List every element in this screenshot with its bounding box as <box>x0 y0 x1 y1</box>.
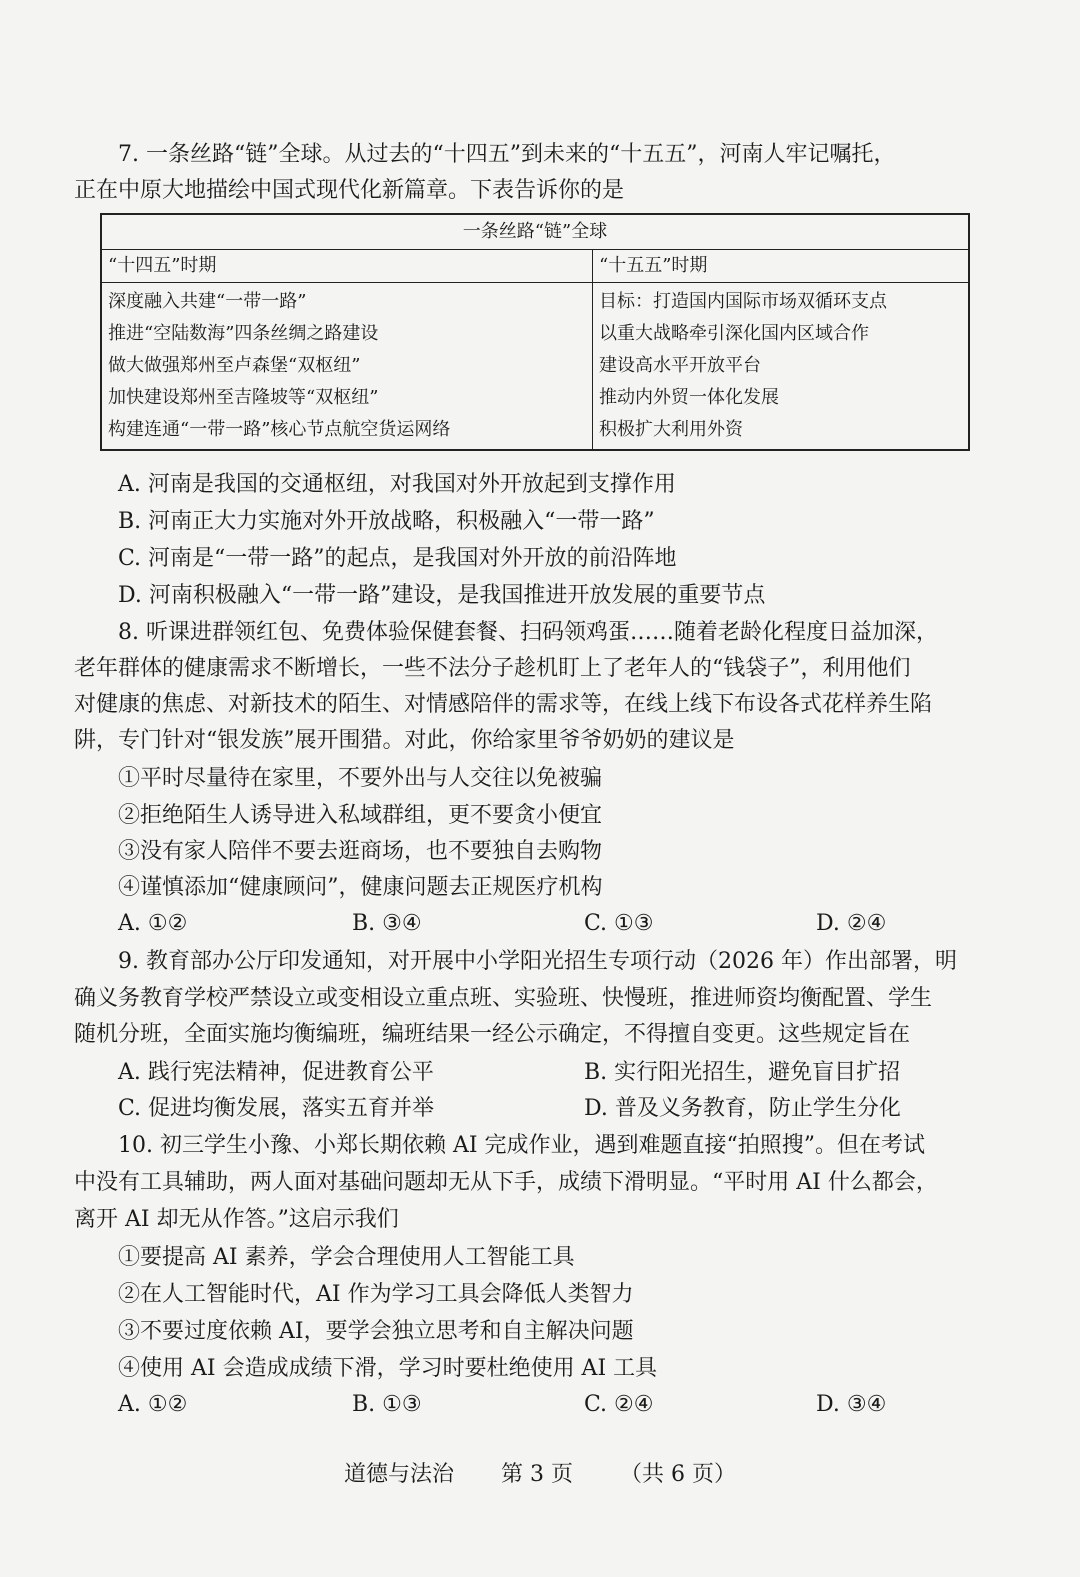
table-cell: 建设高水平开放平台 <box>599 355 761 376</box>
table-cell: 积极扩大利用外资 <box>599 419 743 440</box>
footer-page-number: 第 3 页 <box>501 1462 573 1487</box>
q7-option-b: B. 河南正大力实施对外开放战略，积极融入“一带一路” <box>118 509 655 534</box>
table-cell: 推进“空陆数海”四条丝绸之路建设 <box>108 323 379 344</box>
q7-option-a: A. 河南是我国的交通枢纽，对我国对外开放起到支撑作用 <box>118 472 676 497</box>
q10-stem-line-1: 10. 初三学生小豫、小郑长期依赖 AI 完成作业，遇到难题直接“拍照搜”。但在考试 <box>118 1133 926 1158</box>
table-col-head-14th: “十四五”时期 <box>101 250 593 283</box>
table-col-14th-items <box>101 283 593 451</box>
table-cell: 加快建设郑州至吉隆坡等“双枢纽” <box>108 387 379 408</box>
q8-option-d: D. ②④ <box>816 911 887 936</box>
footer-total-pages: （共 6 页） <box>620 1462 736 1487</box>
q8-stem-line-1: 8. 听课进群领红包、免费体验保健套餐、扫码领鸡蛋……随着老龄化程度日益加深， <box>118 620 938 645</box>
table-cell: 目标：打造国内国际市场双循环支点 <box>599 291 887 312</box>
table-cell: 以重大战略牵引深化国内区域合作 <box>599 323 869 344</box>
q8-option-c: C. ①③ <box>584 911 654 936</box>
q8-option-b: B. ③④ <box>352 911 422 936</box>
q10-statement-1: ①要提高 AI 素养，学会合理使用人工智能工具 <box>118 1245 575 1270</box>
q7-stem-line-2: 正在中原大地描绘中国式现代化新篇章。下表告诉你的是 <box>74 178 625 203</box>
q10-stem-line-3: 离开 AI 却无从作答。”这启示我们 <box>74 1207 399 1232</box>
q9-option-a: A. 践行宪法精神，促进教育公平 <box>118 1060 434 1085</box>
q9-stem-line-1: 9. 教育部办公厅印发通知，对开展中小学阳光招生专项行动（2026 年）作出部署，明 <box>118 949 957 974</box>
table-col-head-15th: “十五五”时期 <box>593 250 970 283</box>
q10-statement-4: ④使用 AI 会造成成绩下滑，学习时要杜绝使用 AI 工具 <box>118 1356 658 1381</box>
q8-option-a: A. ①② <box>118 911 188 936</box>
q10-option-b: B. ①③ <box>352 1392 422 1417</box>
q7-stem-line-1: 7. 一条丝路“链”全球。从过去的“十四五”到未来的“十五五”，河南人牢记嘱托， <box>118 142 896 167</box>
silk-road-table <box>100 213 970 451</box>
table-title: 一条丝路“链”全球 <box>101 214 969 250</box>
q9-option-b: B. 实行阳光招生，避免盲目扩招 <box>584 1060 901 1085</box>
footer-subject: 道德与法治 <box>344 1462 455 1487</box>
q8-stem-line-4: 阱，专门针对“银发族”展开围猎。对此，你给家里爷爷奶奶的建议是 <box>74 728 735 753</box>
q10-statement-2: ②在人工智能时代，AI 作为学习工具会降低人类智力 <box>118 1282 634 1307</box>
table-cell: 构建连通“一带一路”核心节点航空货运网络 <box>108 419 451 440</box>
table-cell: 做大做强郑州至卢森堡“双枢纽” <box>108 355 361 376</box>
table-cell: 推动内外贸一体化发展 <box>599 387 779 408</box>
page-footer <box>0 1460 1080 1490</box>
q9-option-d: D. 普及义务教育，防止学生分化 <box>584 1096 901 1121</box>
q9-option-c: C. 促进均衡发展，落实五育并举 <box>118 1096 435 1121</box>
q8-statement-3: ③没有家人陪伴不要去逛商场，也不要独自去购物 <box>118 839 603 864</box>
q7-option-d: D. 河南积极融入“一带一路”建设，是我国推进开放发展的重要节点 <box>118 583 766 608</box>
q8-stem-line-2: 老年群体的健康需求不断增长，一些不法分子趁机盯上了老年人的“钱袋子”，利用他们 <box>74 656 911 681</box>
q8-statement-1: ①平时尽量待在家里，不要外出与人交往以免被骗 <box>118 766 603 791</box>
q9-stem-line-2: 确义务教育学校严禁设立或变相设立重点班、实验班、快慢班，推进师资均衡配置、学生 <box>74 986 933 1011</box>
q10-stem-line-2: 中没有工具辅助，两人面对基础问题却无从下手，成绩下滑明显。“平时用 AI 什么都会， <box>74 1170 938 1195</box>
q10-option-a: A. ①② <box>118 1392 188 1417</box>
table-col-15th-items <box>593 283 970 451</box>
q8-stem-line-3: 对健康的焦虑、对新技术的陌生、对情感陪伴的需求等，在线上线下布设各式花样养生陷 <box>74 692 933 717</box>
q10-option-c: C. ②④ <box>584 1392 654 1417</box>
q7-option-c: C. 河南是“一带一路”的起点，是我国对外开放的前沿阵地 <box>118 546 677 571</box>
q8-statement-4: ④谨慎添加“健康顾问”，健康问题去正规医疗机构 <box>118 875 603 900</box>
q10-statement-3: ③不要过度依赖 AI，要学会独立思考和自主解决问题 <box>118 1319 634 1344</box>
table-cell: 深度融入共建“一带一路” <box>108 291 307 312</box>
q10-option-d: D. ③④ <box>816 1392 887 1417</box>
q8-statement-2: ②拒绝陌生人诱导进入私域群组，更不要贪小便宜 <box>118 803 603 828</box>
q9-stem-line-3: 随机分班，全面实施均衡编班，编班结果一经公示确定，不得擅自变更。这些规定旨在 <box>74 1022 911 1047</box>
